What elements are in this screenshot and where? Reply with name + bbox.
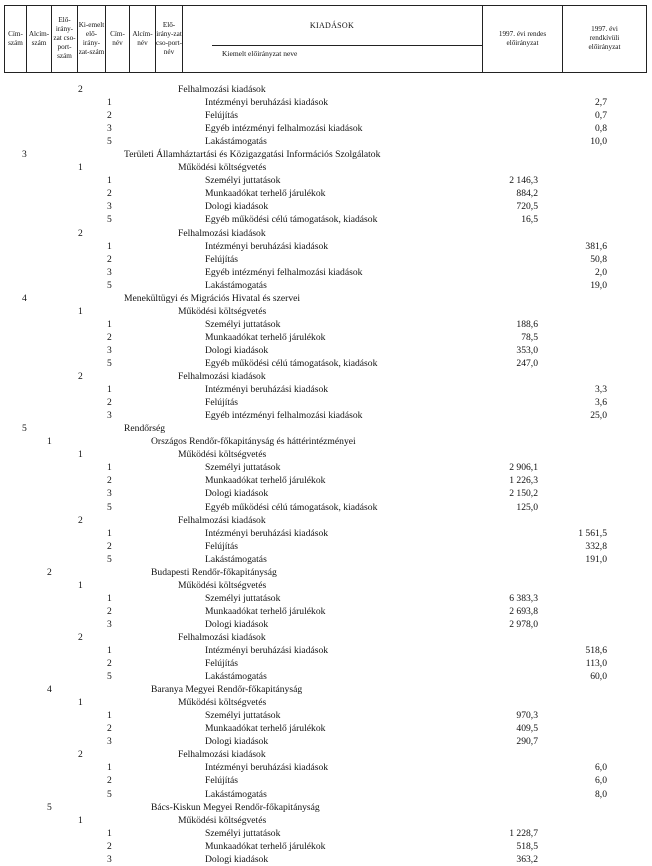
- row-regular-value: 2 693,8: [509, 605, 538, 617]
- table-row: [0, 422, 652, 435]
- row-extra-value: 50,8: [590, 253, 607, 265]
- row-code-c2: 2: [47, 566, 52, 578]
- row-extra-value: 1 561,5: [578, 527, 607, 539]
- row-code-c4: 2: [107, 658, 112, 670]
- table-row: [0, 696, 652, 709]
- row-code-c4: 1: [107, 318, 112, 330]
- row-code-c3: 1: [78, 449, 83, 461]
- row-label: Működési költségvetés: [178, 697, 267, 709]
- row-label: Menekültügyi és Migrációs Hivatal és szervei: [124, 292, 301, 304]
- row-extra-value: 19,0: [590, 279, 607, 291]
- row-regular-value: 353,0: [516, 344, 538, 356]
- row-label: Dologi kiadások: [205, 488, 269, 500]
- header-kiadasok-separator: [212, 45, 482, 46]
- row-regular-value: 1 226,3: [509, 475, 538, 487]
- row-code-c4: 1: [107, 462, 112, 474]
- row-extra-value: 8,0: [595, 788, 607, 800]
- row-label: Felújítás: [205, 397, 239, 409]
- table-row: [0, 227, 652, 240]
- table-row: [0, 240, 652, 253]
- row-label: Működési költségvetés: [178, 305, 267, 317]
- row-extra-value: 191,0: [585, 553, 607, 565]
- row-label: Intézményi beruházási kiadások: [205, 762, 329, 774]
- row-extra-value: 113,0: [585, 658, 607, 670]
- row-regular-value: 884,2: [516, 188, 538, 200]
- row-code-c4: 2: [107, 475, 112, 487]
- table-row: [0, 827, 652, 840]
- row-label: Budapesti Rendőr-főkapitányság: [151, 566, 277, 578]
- table-row: [0, 618, 652, 631]
- table-row: [0, 814, 652, 827]
- table-row: [0, 670, 652, 683]
- row-label: Felújítás: [205, 253, 239, 265]
- row-regular-value: 125,0: [516, 501, 538, 513]
- row-code-c3: 1: [78, 579, 83, 591]
- row-code-c4: 2: [107, 540, 112, 552]
- row-code-c4: 3: [107, 410, 112, 422]
- row-code-c4: 5: [107, 501, 112, 513]
- header-kiemelt-eloiranyzat-szam: Ki-emelt elő-irány-zat-szám: [77, 5, 105, 72]
- row-label: Egyéb működési célú támogatások, kiadások: [205, 501, 378, 513]
- row-label: Lakástámogatás: [205, 553, 267, 565]
- row-regular-value: 6 383,3: [509, 592, 538, 604]
- table-row: [0, 566, 652, 579]
- row-code-c3: 1: [78, 697, 83, 709]
- table-row: [0, 474, 652, 487]
- row-label: Dologi kiadások: [205, 618, 269, 630]
- row-label: Baranya Megyei Rendőr-főkapitányság: [151, 684, 303, 696]
- row-extra-value: 60,0: [590, 671, 607, 683]
- row-extra-value: 6,0: [595, 762, 607, 774]
- row-label: Dologi kiadások: [205, 853, 269, 865]
- table-row: [0, 514, 652, 527]
- row-regular-value: 2 150,2: [509, 488, 538, 500]
- table-row: [0, 461, 652, 474]
- table-row: [0, 161, 652, 174]
- row-extra-value: 518,6: [585, 645, 607, 657]
- table-row: [0, 840, 652, 853]
- row-code-c1: 5: [22, 423, 27, 435]
- header-eloiranyzat-csoport-nev: Elő-irány-zat cso-port-név: [155, 5, 182, 72]
- row-label: Felhalmozási kiadások: [178, 227, 266, 239]
- row-code-c3: 1: [78, 305, 83, 317]
- row-label: Személyi juttatások: [205, 710, 281, 722]
- table-row: [0, 305, 652, 318]
- table-row: [0, 122, 652, 135]
- table-row: [0, 109, 652, 122]
- row-code-c4: 1: [107, 527, 112, 539]
- row-label: Intézményi beruházási kiadások: [205, 97, 329, 109]
- table-row: [0, 135, 652, 148]
- row-label: Munkaadókat terhelő járulékok: [205, 331, 326, 343]
- table-row: [0, 501, 652, 514]
- table-row: [0, 83, 652, 96]
- table-row: [0, 370, 652, 383]
- table-row: [0, 200, 652, 213]
- header-bottom-rule: [4, 72, 647, 73]
- row-label: Dologi kiadások: [205, 201, 269, 213]
- row-code-c4: 1: [107, 762, 112, 774]
- row-code-c4: 1: [107, 592, 112, 604]
- row-code-c4: 2: [107, 840, 112, 852]
- row-label: Rendőrség: [124, 423, 166, 435]
- row-code-c4: 1: [107, 827, 112, 839]
- row-code-c3: 1: [78, 162, 83, 174]
- table-row: [0, 213, 652, 226]
- row-code-c4: 5: [107, 136, 112, 148]
- table-row: [0, 631, 652, 644]
- table-row: [0, 448, 652, 461]
- row-regular-value: 188,6: [516, 318, 538, 330]
- row-code-c1: 3: [22, 149, 27, 161]
- row-extra-value: 3,3: [595, 384, 607, 396]
- table-row: [0, 331, 652, 344]
- row-code-c3: 1: [78, 814, 83, 826]
- row-code-c4: 3: [107, 488, 112, 500]
- row-label: Felújítás: [205, 540, 239, 552]
- row-code-c4: 5: [107, 279, 112, 291]
- row-regular-value: 363,2: [516, 853, 538, 865]
- row-label: Intézményi beruházási kiadások: [205, 240, 329, 252]
- table-row: [0, 357, 652, 370]
- row-label: Működési költségvetés: [178, 162, 267, 174]
- table-row: [0, 579, 652, 592]
- row-code-c4: 2: [107, 775, 112, 787]
- row-regular-value: 16,5: [521, 214, 538, 226]
- header-cim-szam: Cím-szám: [4, 5, 26, 72]
- row-regular-value: 518,5: [516, 840, 538, 852]
- row-label: Dologi kiadások: [205, 344, 269, 356]
- row-regular-value: 720,5: [516, 201, 538, 213]
- row-label: Személyi juttatások: [205, 592, 281, 604]
- table-row: [0, 253, 652, 266]
- row-label: Dologi kiadások: [205, 736, 269, 748]
- table-row: [0, 96, 652, 109]
- header-alcim-szam: Alcím-szám: [26, 5, 51, 72]
- row-label: Egyéb intézményi felhalmozási kiadások: [205, 123, 363, 135]
- row-code-c2: 4: [47, 684, 52, 696]
- table-row: [0, 266, 652, 279]
- table-row: [0, 644, 652, 657]
- row-regular-value: 247,0: [516, 357, 538, 369]
- row-label: Lakástámogatás: [205, 671, 267, 683]
- row-code-c4: 2: [107, 188, 112, 200]
- row-code-c4: 2: [107, 605, 112, 617]
- row-code-c4: 2: [107, 397, 112, 409]
- row-code-c4: 3: [107, 344, 112, 356]
- row-label: Egyéb intézményi felhalmozási kiadások: [205, 410, 363, 422]
- row-code-c4: 1: [107, 645, 112, 657]
- row-label: Felújítás: [205, 110, 239, 122]
- row-regular-value: 78,5: [521, 331, 538, 343]
- row-label: Személyi juttatások: [205, 175, 281, 187]
- row-code-c4: 1: [107, 97, 112, 109]
- row-regular-value: 290,7: [516, 736, 538, 748]
- header-kiemelt-nev: Kiemelt előirányzat neve: [222, 49, 298, 58]
- row-label: Munkaadókat terhelő járulékok: [205, 475, 326, 487]
- table-row: [0, 657, 652, 670]
- row-code-c3: 2: [78, 84, 83, 95]
- row-code-c4: 3: [107, 201, 112, 213]
- row-code-c4: 5: [107, 214, 112, 226]
- row-code-c4: 1: [107, 240, 112, 252]
- table-row: [0, 735, 652, 748]
- row-label: Egyéb működési célú támogatások, kiadások: [205, 214, 378, 226]
- row-label: Felhalmozási kiadások: [178, 84, 266, 95]
- row-label: Működési költségvetés: [178, 449, 267, 461]
- header-eloiranyzat-csoport-szam: Elő-irány-zat cso-port-szám: [51, 5, 77, 72]
- row-label: Egyéb intézményi felhalmozási kiadások: [205, 266, 363, 278]
- row-label: Lakástámogatás: [205, 279, 267, 291]
- table-row: [0, 788, 652, 801]
- table-row: [0, 487, 652, 500]
- table-row: [0, 292, 652, 305]
- row-code-c4: 5: [107, 357, 112, 369]
- row-code-c4: 2: [107, 253, 112, 265]
- row-code-c4: 2: [107, 110, 112, 122]
- row-extra-value: 2,0: [595, 266, 607, 278]
- header-cim-nev: Cím-név: [105, 5, 129, 72]
- row-code-c3: 2: [78, 749, 83, 761]
- row-regular-value: 2 978,0: [509, 618, 538, 630]
- row-label: Működési költségvetés: [178, 579, 267, 591]
- row-code-c4: 3: [107, 618, 112, 630]
- row-label: Területi Államháztartási és Közigazgatási Információs Szolgálatok: [124, 149, 381, 161]
- header-extra-budget: 1997. évi rendkívüli előirányzat: [562, 5, 647, 72]
- row-code-c4: 3: [107, 123, 112, 135]
- row-extra-value: 3,6: [595, 397, 607, 409]
- header-regular-budget: 1997. évi rendes előirányzat: [482, 5, 562, 72]
- row-code-c4: 1: [107, 710, 112, 722]
- table-row: [0, 318, 652, 331]
- table-row: [0, 853, 652, 866]
- row-code-c3: 2: [78, 371, 83, 383]
- row-code-c4: 3: [107, 266, 112, 278]
- table-row: [0, 761, 652, 774]
- header-alcim-nev: Alcím-név: [129, 5, 155, 72]
- row-extra-value: 6,0: [595, 775, 607, 787]
- table-row: [0, 774, 652, 787]
- table-row: [0, 683, 652, 696]
- row-label: Működési költségvetés: [178, 814, 267, 826]
- row-extra-value: 0,8: [595, 123, 607, 135]
- table-row: [0, 801, 652, 814]
- table-row: [0, 279, 652, 292]
- row-code-c4: 1: [107, 384, 112, 396]
- table-row: [0, 748, 652, 761]
- table-row: [0, 722, 652, 735]
- row-label: Intézményi beruházási kiadások: [205, 527, 329, 539]
- table-row: [0, 396, 652, 409]
- row-extra-value: 10,0: [590, 136, 607, 148]
- row-code-c4: 2: [107, 331, 112, 343]
- table-row: [0, 592, 652, 605]
- table-header: [4, 5, 647, 72]
- table-row: [0, 527, 652, 540]
- row-label: Bács-Kiskun Megyei Rendőr-főkapitányság: [151, 801, 320, 813]
- row-code-c4: 5: [107, 671, 112, 683]
- row-label: Személyi juttatások: [205, 318, 281, 330]
- row-label: Felhalmozási kiadások: [178, 514, 266, 526]
- table-row: [0, 344, 652, 357]
- table-row: [0, 553, 652, 566]
- row-regular-value: 409,5: [516, 723, 538, 735]
- row-extra-value: 2,7: [595, 97, 607, 109]
- row-regular-value: 970,3: [516, 710, 538, 722]
- table-row: [0, 540, 652, 553]
- row-code-c4: 3: [107, 853, 112, 865]
- row-extra-value: 332,8: [585, 540, 607, 552]
- table-row: [0, 605, 652, 618]
- table-row: [0, 174, 652, 187]
- row-label: Lakástámogatás: [205, 788, 267, 800]
- row-code-c3: 2: [78, 631, 83, 643]
- row-code-c4: 5: [107, 553, 112, 565]
- table-row: [0, 148, 652, 161]
- row-label: Felújítás: [205, 775, 239, 787]
- table-row: [0, 187, 652, 200]
- table-row: [0, 409, 652, 422]
- row-label: Egyéb működési célú támogatások, kiadások: [205, 357, 378, 369]
- table-row: [0, 709, 652, 722]
- row-label: Országos Rendőr-főkapitányság és háttérintézményei: [151, 436, 356, 448]
- row-label: Személyi juttatások: [205, 827, 281, 839]
- row-label: Felhalmozási kiadások: [178, 631, 266, 643]
- row-label: Munkaadókat terhelő járulékok: [205, 723, 326, 735]
- row-label: Munkaadókat terhelő járulékok: [205, 188, 326, 200]
- row-label: Felhalmozási kiadások: [178, 749, 266, 761]
- row-label: Lakástámogatás: [205, 136, 267, 148]
- row-label: Felhalmozási kiadások: [178, 371, 266, 383]
- row-extra-value: 381,6: [585, 240, 607, 252]
- row-regular-value: 2 906,1: [509, 462, 538, 474]
- row-extra-value: 0,7: [595, 110, 607, 122]
- row-label: Felújítás: [205, 658, 239, 670]
- budget-table-body: [0, 83, 652, 866]
- row-regular-value: 2 146,3: [509, 175, 538, 187]
- header-kiadasok-title: KIADÁSOK: [309, 20, 355, 30]
- row-code-c3: 2: [78, 514, 83, 526]
- row-label: Intézményi beruházási kiadások: [205, 645, 329, 657]
- row-code-c3: 2: [78, 227, 83, 239]
- table-row: [0, 383, 652, 396]
- row-regular-value: 1 228,7: [509, 827, 538, 839]
- row-label: Személyi juttatások: [205, 462, 281, 474]
- row-code-c4: 5: [107, 788, 112, 800]
- row-code-c4: 1: [107, 175, 112, 187]
- row-label: Munkaadókat terhelő járulékok: [205, 840, 326, 852]
- row-code-c1: 4: [22, 292, 27, 304]
- table-row: [0, 435, 652, 448]
- row-code-c4: 2: [107, 723, 112, 735]
- row-code-c2: 5: [47, 801, 52, 813]
- row-extra-value: 25,0: [590, 410, 607, 422]
- row-code-c4: 3: [107, 736, 112, 748]
- row-code-c2: 1: [47, 436, 52, 448]
- row-label: Intézményi beruházási kiadások: [205, 384, 329, 396]
- row-label: Munkaadókat terhelő járulékok: [205, 605, 326, 617]
